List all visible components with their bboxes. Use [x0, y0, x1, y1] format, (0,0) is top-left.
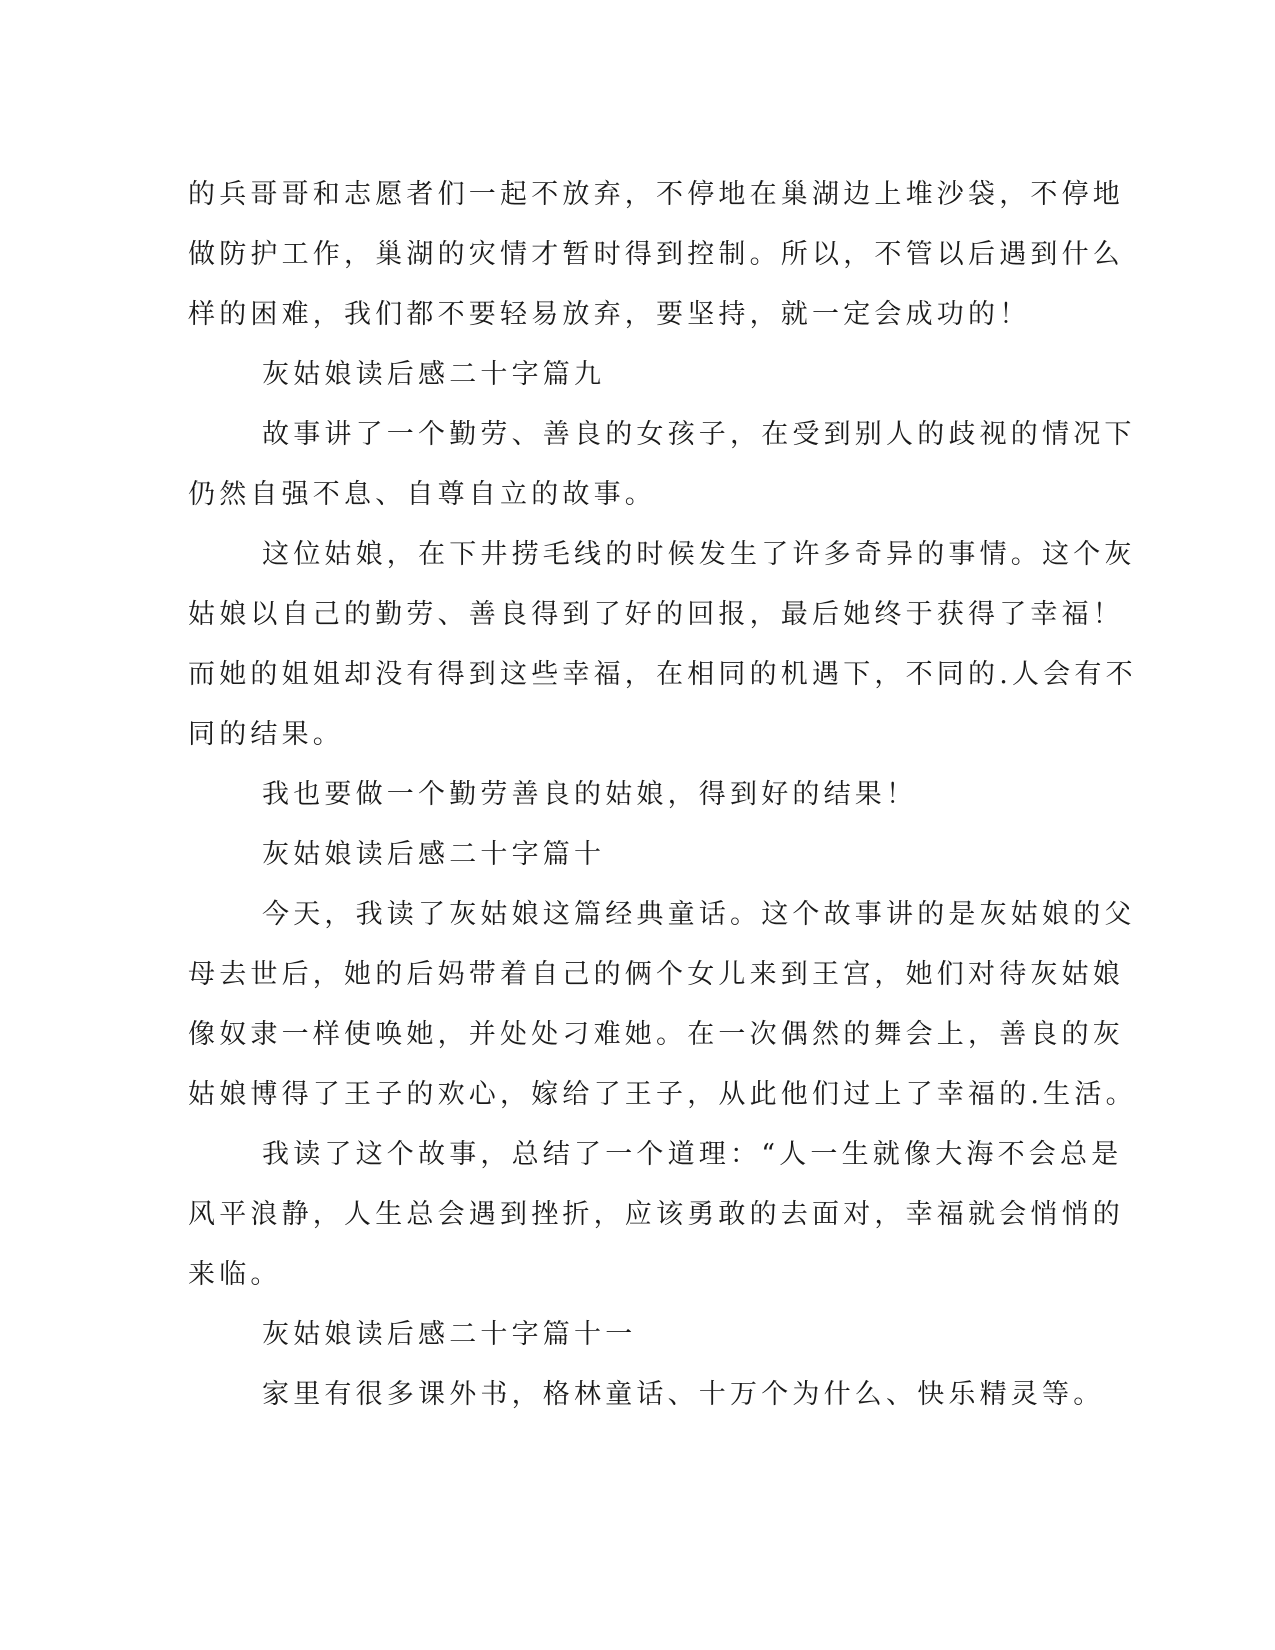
section-heading: 灰姑娘读后感二十字篇九	[262, 359, 606, 390]
text-line: 样的困难，我们都不要轻易放弃，要坚持，就一定会成功的！	[188, 299, 1031, 330]
text-line: 的兵哥哥和志愿者们一起不放弃，不停地在巢湖边上堆沙袋，不停地	[188, 179, 1124, 210]
text-line: 我读了这个故事，总结了一个道理：“人一生就像大海不会总是	[262, 1139, 1123, 1170]
text-line: 姑娘以自己的勤劳、善良得到了好的回报，最后她终于获得了幸福！	[188, 599, 1124, 630]
document-body	[188, 165, 1137, 1425]
text-line: 仍然自强不息、自尊自立的故事。	[188, 479, 656, 510]
text-line: 风平浪静，人生总会遇到挫折，应该勇敢的去面对，幸福就会悄悄的	[188, 1199, 1124, 1230]
text-line: 做防护工作，巢湖的灾情才暂时得到控制。所以，不管以后遇到什么	[188, 239, 1124, 270]
section-heading: 灰姑娘读后感二十字篇十	[262, 839, 606, 870]
text-line: 我也要做一个勤劳善良的姑娘，得到好的结果！	[262, 779, 918, 810]
text-line: 像奴隶一样使唤她，并处处刁难她。在一次偶然的舞会上，善良的灰	[188, 1019, 1124, 1050]
text-line: 来临。	[188, 1259, 282, 1290]
text-line: 同的结果。	[188, 719, 344, 750]
text-line: 母去世后，她的后妈带着自己的俩个女儿来到王宫，她们对待灰姑娘	[188, 959, 1124, 990]
text-line: 这位姑娘，在下井捞毛线的时候发生了许多奇异的事情。这个灰	[262, 539, 1136, 570]
text-line: 而她的姐姐却没有得到这些幸福，在相同的机遇下，不同的.人会有不	[188, 659, 1137, 690]
section-heading: 灰姑娘读后感二十字篇十一	[262, 1319, 637, 1350]
text-line: 今天，我读了灰姑娘这篇经典童话。这个故事讲的是灰姑娘的父	[262, 899, 1136, 930]
text-line: 故事讲了一个勤劳、善良的女孩子，在受到别人的歧视的情况下	[262, 419, 1136, 450]
text-line: 家里有很多课外书，格林童话、十万个为什么、快乐精灵等。	[262, 1379, 1105, 1410]
text-line: 姑娘博得了王子的欢心，嫁给了王子，从此他们过上了幸福的.生活。	[188, 1079, 1137, 1110]
